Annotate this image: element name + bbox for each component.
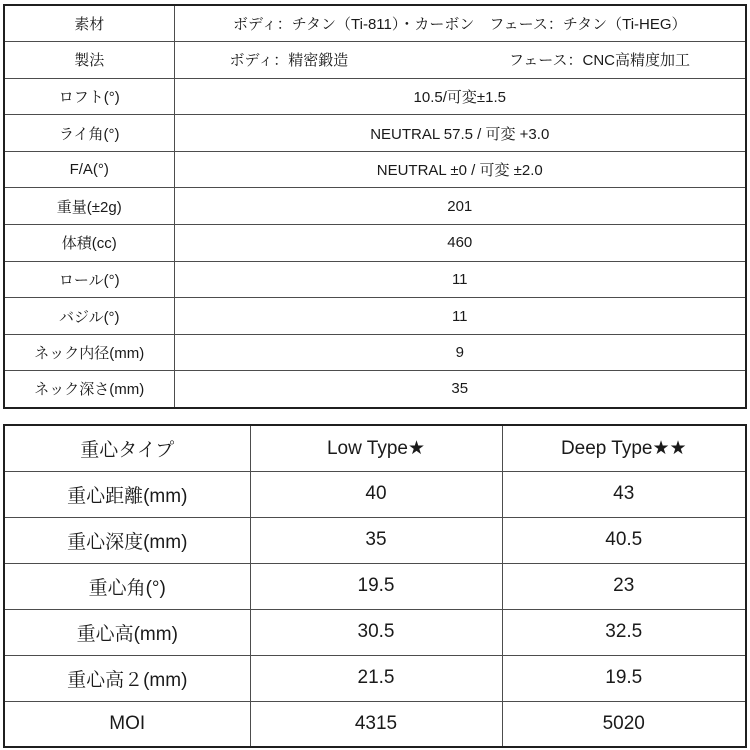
spec-label-lie-angle: ライ角(°) [4, 115, 174, 152]
spec-value-weight: 201 [174, 188, 746, 225]
table-row [4, 225, 746, 262]
spec-value-neck-inner-diameter: 9 [174, 334, 746, 371]
table-row [4, 298, 746, 335]
spec-label-neck-depth: ネック深さ(mm) [4, 371, 174, 408]
table-row [4, 151, 746, 188]
cg-label-distance: 重心距離(mm) [4, 471, 250, 517]
table-row [4, 609, 746, 655]
spec-label-neck-inner-diameter: ネック内径(mm) [4, 334, 174, 371]
manufacturing-body: ボディ：精密鍛造 [229, 52, 349, 70]
cg-table [3, 424, 747, 748]
spec-value-roll: 11 [174, 261, 746, 298]
table-row [4, 334, 746, 371]
cg-height2-low: 21.5 [250, 655, 502, 701]
cg-height2-deep: 19.5 [502, 655, 746, 701]
cg-depth-low: 35 [250, 517, 502, 563]
table-row [4, 563, 746, 609]
manufacturing-split [175, 49, 746, 70]
spec-value-volume: 460 [174, 225, 746, 262]
spec-value-material: ボディ：チタン（Ti-811）・カーボン フェース：チタン（Ti-HEG） [174, 5, 746, 42]
table-row [4, 78, 746, 115]
table-row [4, 115, 746, 152]
spec-label-roll: ロール(°) [4, 261, 174, 298]
cg-height-low: 30.5 [250, 609, 502, 655]
cg-label-depth: 重心深度(mm) [4, 517, 250, 563]
spec-label-material: 素材 [4, 5, 174, 42]
spec-value-manufacturing [174, 42, 746, 79]
spec-label-fa: F/A(°) [4, 151, 174, 188]
cg-distance-low: 40 [250, 471, 502, 517]
cg-label-height: 重心高(mm) [4, 609, 250, 655]
table-row [4, 701, 746, 747]
spec-label-volume: 体積(cc) [4, 225, 174, 262]
table-row [4, 471, 746, 517]
spec-label-manufacturing: 製法 [4, 42, 174, 79]
spec-label-loft: ロフト(°) [4, 78, 174, 115]
spec-table [3, 4, 747, 409]
spec-value-lie-angle: NEUTRAL 57.5 / 可変 +3.0 [174, 115, 746, 152]
spec-label-bulge: バジル(°) [4, 298, 174, 335]
cg-angle-low: 19.5 [250, 563, 502, 609]
spec-value-fa: NEUTRAL ±0 / 可変 ±2.0 [174, 151, 746, 188]
cg-header-deep-type: Deep Type★★ [502, 425, 746, 471]
table-row [4, 42, 746, 79]
table-row [4, 371, 746, 408]
table-row [4, 655, 746, 701]
cg-label-angle: 重心角(°) [4, 563, 250, 609]
cg-moi-low: 4315 [250, 701, 502, 747]
cg-depth-deep: 40.5 [502, 517, 746, 563]
cg-distance-deep: 43 [502, 471, 746, 517]
manufacturing-face: フェース：CNC高精度加工 [509, 52, 690, 70]
table-row [4, 5, 746, 42]
table-header-row [4, 425, 746, 471]
table-row [4, 517, 746, 563]
table-row [4, 261, 746, 298]
cg-label-height2: 重心高２(mm) [4, 655, 250, 701]
cg-moi-deep: 5020 [502, 701, 746, 747]
cg-header-low-type: Low Type★ [250, 425, 502, 471]
table-row [4, 188, 746, 225]
cg-height-deep: 32.5 [502, 609, 746, 655]
spec-label-weight: 重量(±2g) [4, 188, 174, 225]
spec-value-bulge: 11 [174, 298, 746, 335]
cg-label-moi: MOI [4, 701, 250, 747]
spec-value-loft: 10.5/可変±1.5 [174, 78, 746, 115]
spec-value-neck-depth: 35 [174, 371, 746, 408]
cg-header-type: 重心タイプ [4, 425, 250, 471]
cg-angle-deep: 23 [502, 563, 746, 609]
